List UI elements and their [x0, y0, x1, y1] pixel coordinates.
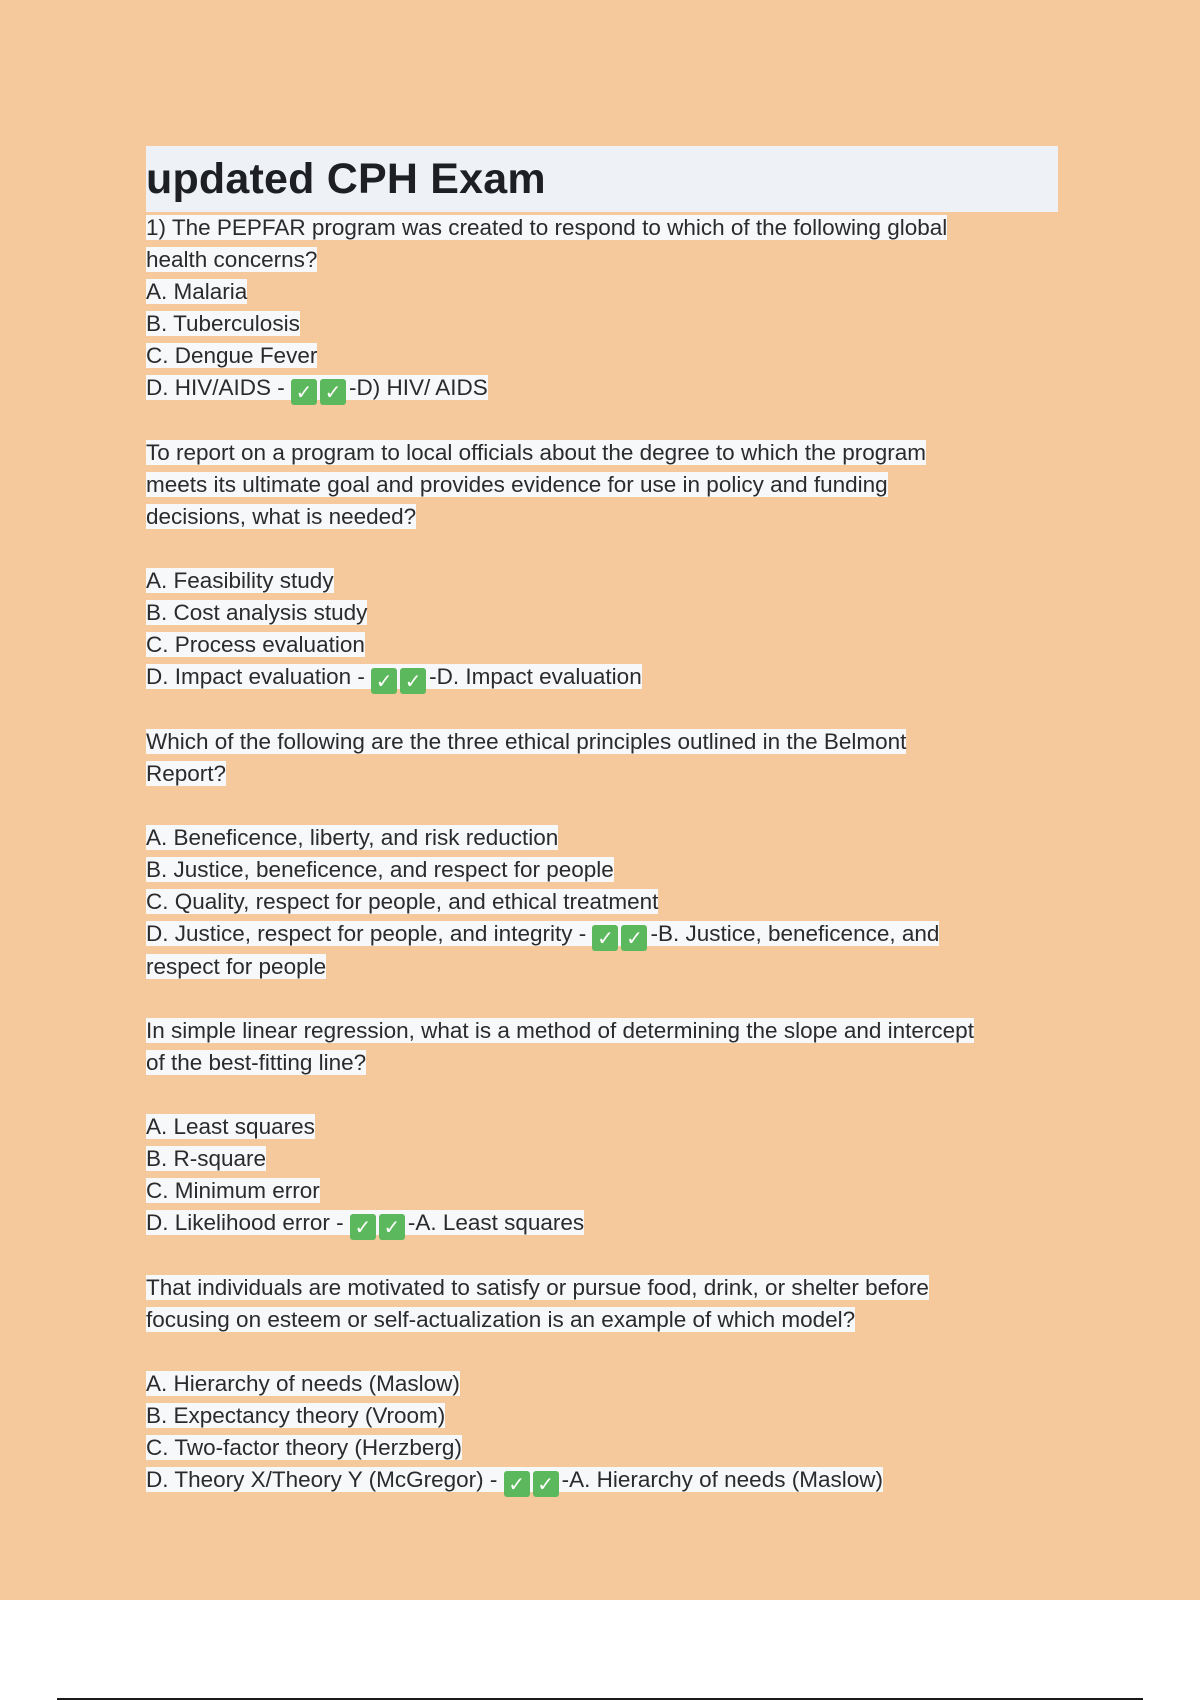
answer-text: -A. Least squares [407, 1210, 585, 1235]
option-d: D. Impact evaluation - [146, 664, 372, 689]
option-b: B. R-square [146, 1146, 267, 1171]
option-d: D. Justice, respect for people, and integrity - [146, 921, 593, 946]
question-5 [146, 1272, 1058, 1497]
check-mark-icon: ✓ [504, 1471, 530, 1497]
question-line: decisions, what is needed? [146, 504, 417, 529]
question-line: That individuals are motivated to satisfy or pursue food, drink, or shelter before [146, 1275, 929, 1300]
option-d-with-answer [146, 918, 1058, 951]
option-a: A. Feasibility study [146, 568, 334, 593]
question-line: of the best-fitting line? [146, 1050, 367, 1075]
question-2 [146, 437, 1058, 694]
answer-text: -D. Impact evaluation [429, 664, 642, 689]
option-d: D. Theory X/Theory Y (McGregor) - [146, 1467, 504, 1492]
page-content [146, 146, 1058, 1497]
check-mark-icon: ✓ [592, 925, 618, 951]
check-mark-icon: ✓ [400, 668, 426, 694]
question-line: health concerns? [146, 247, 318, 272]
answer-continuation: respect for people [146, 954, 327, 979]
option-b: B. Cost analysis study [146, 600, 368, 625]
check-mark-icon: ✓ [533, 1471, 559, 1497]
check-mark-icon: ✓ [379, 1214, 405, 1240]
option-d: D. Likelihood error - [146, 1210, 350, 1235]
answer-text: -D) HIV/ AIDS [349, 375, 488, 400]
page-title: updated CPH Exam [146, 155, 546, 203]
check-mark-icon: ✓ [291, 379, 317, 405]
question-line: 1) The PEPFAR program was created to respond to which of the following global [146, 215, 948, 240]
option-d: D. HIV/AIDS - [146, 375, 292, 400]
option-c: C. Process evaluation [146, 632, 365, 657]
option-c: C. Two-factor theory (Herzberg) [146, 1435, 462, 1460]
title-bar [146, 146, 1058, 212]
check-mark-icon: ✓ [350, 1214, 376, 1240]
option-d-with-answer [146, 1207, 1058, 1240]
option-a: A. Malaria [146, 279, 248, 304]
option-c: C. Dengue Fever [146, 343, 318, 368]
option-d-with-answer [146, 1464, 1058, 1497]
question-line: To report on a program to local officials about the degree to which the program [146, 440, 927, 465]
question-4 [146, 1015, 1058, 1240]
answer-text: -A. Hierarchy of needs (Maslow) [561, 1467, 883, 1492]
option-d-with-answer [146, 661, 1058, 694]
option-d-with-answer [146, 372, 1058, 405]
option-b: B. Justice, beneficence, and respect for people [146, 857, 614, 882]
option-b: B. Tuberculosis [146, 311, 300, 336]
option-c: C. Quality, respect for people, and ethical treatment [146, 889, 659, 914]
option-a: A. Hierarchy of needs (Maslow) [146, 1371, 460, 1396]
check-mark-icon: ✓ [320, 379, 346, 405]
option-a: A. Least squares [146, 1114, 315, 1139]
check-mark-icon: ✓ [621, 925, 647, 951]
question-1 [146, 212, 1058, 405]
question-line: In simple linear regression, what is a method of determining the slope and intercept [146, 1018, 974, 1043]
question-line: focusing on esteem or self-actualization is an example of which model? [146, 1307, 856, 1332]
check-mark-icon: ✓ [371, 668, 397, 694]
option-a: A. Beneficence, liberty, and risk reduction [146, 825, 559, 850]
option-c: C. Minimum error [146, 1178, 320, 1203]
question-line: Which of the following are the three ethical principles outlined in the Belmont [146, 729, 907, 754]
question-3 [146, 726, 1058, 983]
question-line: meets its ultimate goal and provides evidence for use in policy and funding [146, 472, 888, 497]
question-line: Report? [146, 761, 227, 786]
answer-text: -B. Justice, beneficence, and [650, 921, 940, 946]
option-b: B. Expectancy theory (Vroom) [146, 1403, 446, 1428]
